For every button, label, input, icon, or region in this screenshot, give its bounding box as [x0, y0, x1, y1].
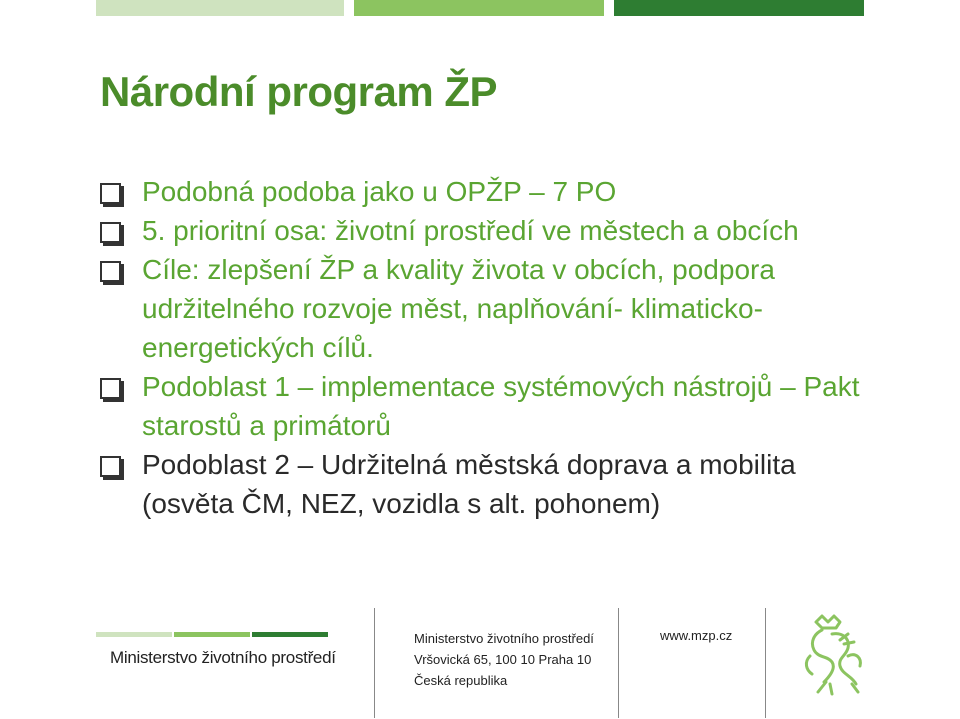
checkbox-bullet-icon	[100, 378, 121, 399]
footer-divider	[618, 608, 619, 718]
footer-bar-mid	[174, 632, 250, 637]
bullet-item	[100, 445, 890, 523]
footer-address	[414, 628, 594, 691]
checkbox-bullet-icon	[100, 456, 121, 477]
top-bar-mid	[354, 0, 604, 16]
bullet-text: Podobná podoba jako u OPŽP – 7 PO	[142, 176, 617, 207]
checkbox-bullet-icon	[100, 261, 121, 282]
checkbox-bullet-icon	[100, 222, 121, 243]
footer-bar-dark	[252, 632, 328, 637]
bullet-text: Cíle: zlepšení ŽP a kvality života v obcích, podpora udržitelného rozvoje měst, naplňování- klimaticko-energetických cílů.	[142, 254, 775, 363]
slide-title: Národní program ŽP	[100, 68, 498, 115]
bullet-list	[100, 172, 890, 523]
footer-website: www.mzp.cz	[660, 628, 733, 643]
lion-emblem-icon	[796, 612, 870, 696]
checkbox-bullet-icon	[100, 183, 121, 204]
bullet-text: Podoblast 2 – Udržitelná městská doprava a mobilita (osvěta ČM, NEZ, vozidla s alt. pohonem)	[142, 449, 796, 519]
address-line: Vršovická 65, 100 10 Praha 10	[414, 652, 592, 667]
bullet-text: Podoblast 1 – implementace systémových nástrojů – Pakt starostů a primátorů	[142, 371, 860, 441]
ministry-logo-text: Ministerstvo životního prostředí	[110, 648, 336, 667]
bullet-item	[100, 211, 890, 250]
footer-divider	[765, 608, 766, 718]
address-line: Ministerstvo životního prostředí	[414, 631, 594, 646]
top-bar-light	[96, 0, 344, 16]
footer-divider	[374, 608, 375, 718]
top-bar-dark	[614, 0, 864, 16]
footer-bar-light	[96, 632, 172, 637]
bullet-text: 5. prioritní osa: životní prostředí ve městech a obcích	[142, 215, 799, 246]
address-line: Česká republika	[414, 673, 508, 688]
bullet-item	[100, 250, 890, 367]
bullet-item	[100, 367, 890, 445]
bullet-item	[100, 172, 890, 211]
